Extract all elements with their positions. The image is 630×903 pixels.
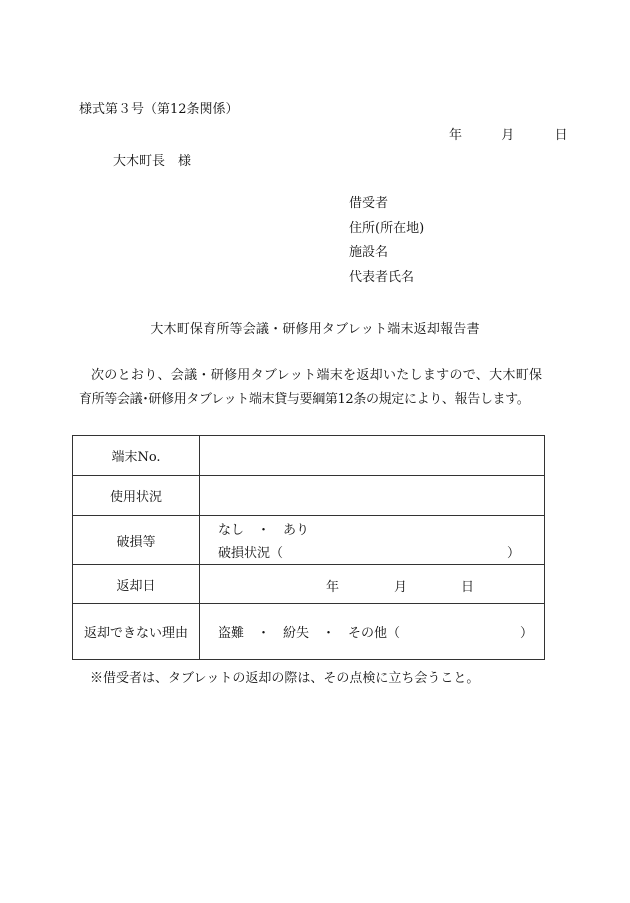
reason-field[interactable] (200, 604, 545, 660)
address-label: 住所(所在地) (349, 220, 425, 236)
body-line-2: 育所等会議･研修用タブレット端末貸与要綱第12条の規定により、報告します。 (79, 392, 530, 407)
facility-label: 施設名 (349, 245, 389, 260)
usage-status-label: 使用状況 (73, 476, 200, 516)
date-day: 日 (554, 128, 568, 143)
return-month: 月 (394, 580, 408, 595)
return-date-field[interactable] (200, 565, 545, 604)
terminal-no-field[interactable] (200, 436, 545, 476)
damage-status (218, 542, 520, 561)
submission-date (449, 124, 568, 143)
terminal-no-label: 端末No. (73, 436, 200, 476)
usage-status-field[interactable] (200, 476, 545, 516)
document-title: 大木町保育所等会議・研修用タブレット端末返却報告書 (150, 322, 480, 337)
damage-options[interactable]: なし ・ あり (218, 523, 310, 538)
footnote: ※借受者は、タブレットの返却の際は、その点検に立ち会うこと。 (90, 671, 480, 686)
damage-status-prefix: 破損状況（ (218, 546, 284, 561)
damage-label: 破損等 (73, 516, 200, 565)
body-text (79, 364, 551, 412)
reason-label: 返却できない理由 (73, 604, 200, 660)
table-row (73, 604, 545, 660)
table-row (73, 516, 545, 565)
table-row (73, 476, 545, 516)
table-row (73, 436, 545, 476)
addressee: 大木町長 様 (113, 154, 192, 169)
reason-options[interactable] (218, 622, 533, 641)
table-row (73, 565, 545, 604)
date-year: 年 (449, 128, 463, 143)
return-date-label: 返却日 (73, 565, 200, 604)
return-year: 年 (326, 580, 340, 595)
report-table (72, 435, 545, 660)
applicant-block (349, 196, 424, 294)
borrower-label: 借受者 (349, 196, 389, 211)
reason-suffix: ） (519, 626, 533, 641)
body-line-1: 次のとおり、会議・研修用タブレット端末を返却いたしますので、大木町保 (91, 368, 543, 383)
form-number: 様式第３号（第12条関係） (79, 102, 239, 117)
representative-label: 代表者氏名 (349, 269, 415, 285)
damage-field[interactable] (200, 516, 545, 565)
return-day: 日 (461, 580, 475, 595)
reason-options-text: 盗難 ・ 紛失 ・ その他（ (218, 626, 401, 641)
date-month: 月 (501, 128, 515, 143)
damage-status-suffix: ） (506, 546, 520, 561)
